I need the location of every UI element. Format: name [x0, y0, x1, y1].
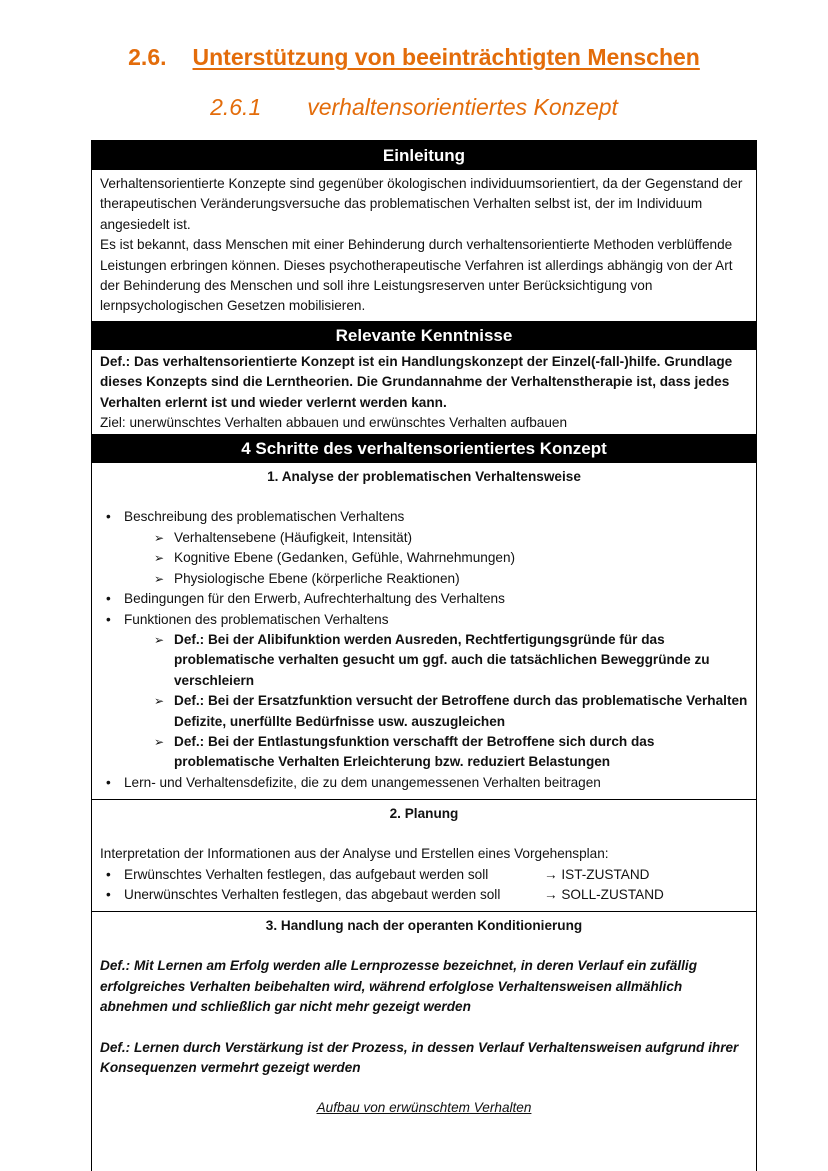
list-item: ➢ Verhaltensebene (Häufigkeit, Intensität)	[100, 528, 748, 548]
section-title: Unterstützung von beeinträchtigten Menschen	[192, 44, 700, 70]
step-3-title: 3. Handlung nach der operanten Konditionierung	[265, 918, 583, 934]
section-number: 2.6.	[128, 44, 167, 70]
definition-lernen-am-erfolg: Def.: Mit Lernen am Erfolg werden alle Lernprozesse bezeichnet, in deren Verlauf ein zufällig erfolgreiches Verhalten beibehalten wird, während erfolglose Verhaltensweisen allmählich abnehmen und schließlich gar nicht mehr gezeigt werden	[100, 958, 697, 1015]
list-item: • Beschreibung des problematischen Verhaltens	[100, 507, 748, 527]
section-heading	[0, 44, 828, 71]
aufbau-subheading: Aufbau von erwünschtem Verhalten	[316, 1100, 532, 1116]
definition-ersatzfunktion: ➢ Def.: Bei der Ersatzfunktion versucht der Betroffene durch das problematische Verhalten Defizite, unerfüllte Bedürfnisse usw. auszugleichen	[100, 691, 748, 732]
content-table	[91, 140, 757, 1171]
kenntnisse-body	[92, 350, 756, 435]
planung-intro: Interpretation der Informationen aus der Analyse und Erstellen eines Vorgehensplan:	[100, 846, 609, 862]
subsection-title: verhaltensorientiertes Konzept	[307, 94, 618, 120]
step-2-cell	[92, 799, 756, 911]
kenntnisse-definition: Def.: Das verhaltensorientierte Konzept ist ein Handlungskonzept der Einzel(-fall-)hilfe. Grundlage dieses Konzepts sind die Lerntheorien. Die Grundannahme der Verhaltenstherapie ist, dass jedes Verhalten erlernt ist und wieder verlernt werden kann.	[100, 353, 733, 410]
einleitung-header: Einleitung	[92, 141, 756, 170]
definition-lernen-durch-verstaerkung: Def.: Lernen durch Verstärkung ist der Prozess, in dessen Verlauf Verhaltensweisen aufgrund ihrer Konsequenzen vermehrt gezeigt werden	[100, 1039, 739, 1075]
schritte-header: 4 Schritte des verhaltensorientiertes Konzept	[92, 434, 756, 463]
definition-entlastungsfunktion: ➢ Def.: Bei der Entlastungsfunktion verschafft der Betroffene sich durch das problematische Verhalten Erleichterung bzw. reduziert Belastungen	[100, 732, 748, 773]
list-item: ➢ Physiologische Ebene (körperliche Reaktionen)	[100, 569, 748, 589]
list-item: ➢ Kognitive Ebene (Gedanken, Gefühle, Wahrnehmungen)	[100, 548, 748, 568]
step-1-title: 1. Analyse der problematischen Verhaltensweise	[267, 469, 581, 485]
kenntnisse-header: Relevante Kenntnisse	[92, 321, 756, 350]
list-item: • Bedingungen für den Erwerb, Aufrechterhaltung des Verhaltens	[100, 589, 748, 609]
subsection-number: 2.6.1	[210, 94, 262, 120]
ist-zustand-label: → IST-ZUSTAND	[544, 866, 650, 882]
einleitung-body	[92, 170, 756, 321]
einleitung-paragraph-2: Es ist bekannt, dass Menschen mit einer Behinderung durch verhaltensorientierte Methoden verblüffende Leistungen erbringen können. Dieses psychotherapeutische Verfahren ist allerdings abhängig von der Art der Behinderung des Menschen und soll ihre Leistungsreserven unter Berücksichtigung von lernpsychologischen Gesetzen mobilisieren.	[100, 237, 733, 314]
step-1-cell	[92, 463, 756, 799]
definition-alibifunktion: ➢ Def.: Bei der Alibifunktion werden Ausreden, Rechtfertigungsgründe für das problematische verhalten gesucht um ggf. auch die tatsächlichen Beweggründe zu verschleiern	[100, 630, 748, 691]
einleitung-paragraph-1: Verhaltensorientierte Konzepte sind gegenüber ökologischen individuumsorientiert, da der Gegenstand der therapeutischen Veränderungsversuche das problematischen Verhalten selbst ist, der im Individuum angesiedelt ist.	[100, 176, 743, 232]
list-item: • Funktionen des problematischen Verhaltens	[100, 610, 748, 630]
step-3-cell	[92, 911, 756, 1122]
subsection-heading	[0, 94, 828, 121]
soll-zustand-label: → SOLL-ZUSTAND	[544, 886, 664, 902]
list-item: • Lern- und Verhaltensdefizite, die zu dem unangemessenen Verhalten beitragen	[100, 773, 748, 793]
kenntnisse-ziel: Ziel: unerwünschtes Verhalten abbauen und erwünschtes Verhalten aufbauen	[100, 415, 568, 431]
list-item: • Erwünschtes Verhalten festlegen, das aufgebaut werden soll → IST-ZUSTAND	[100, 865, 748, 885]
step-2-title: 2. Planung	[389, 806, 459, 822]
list-item: • Unerwünschtes Verhalten festlegen, das abgebaut werden soll → SOLL-ZUSTAND	[100, 885, 748, 905]
